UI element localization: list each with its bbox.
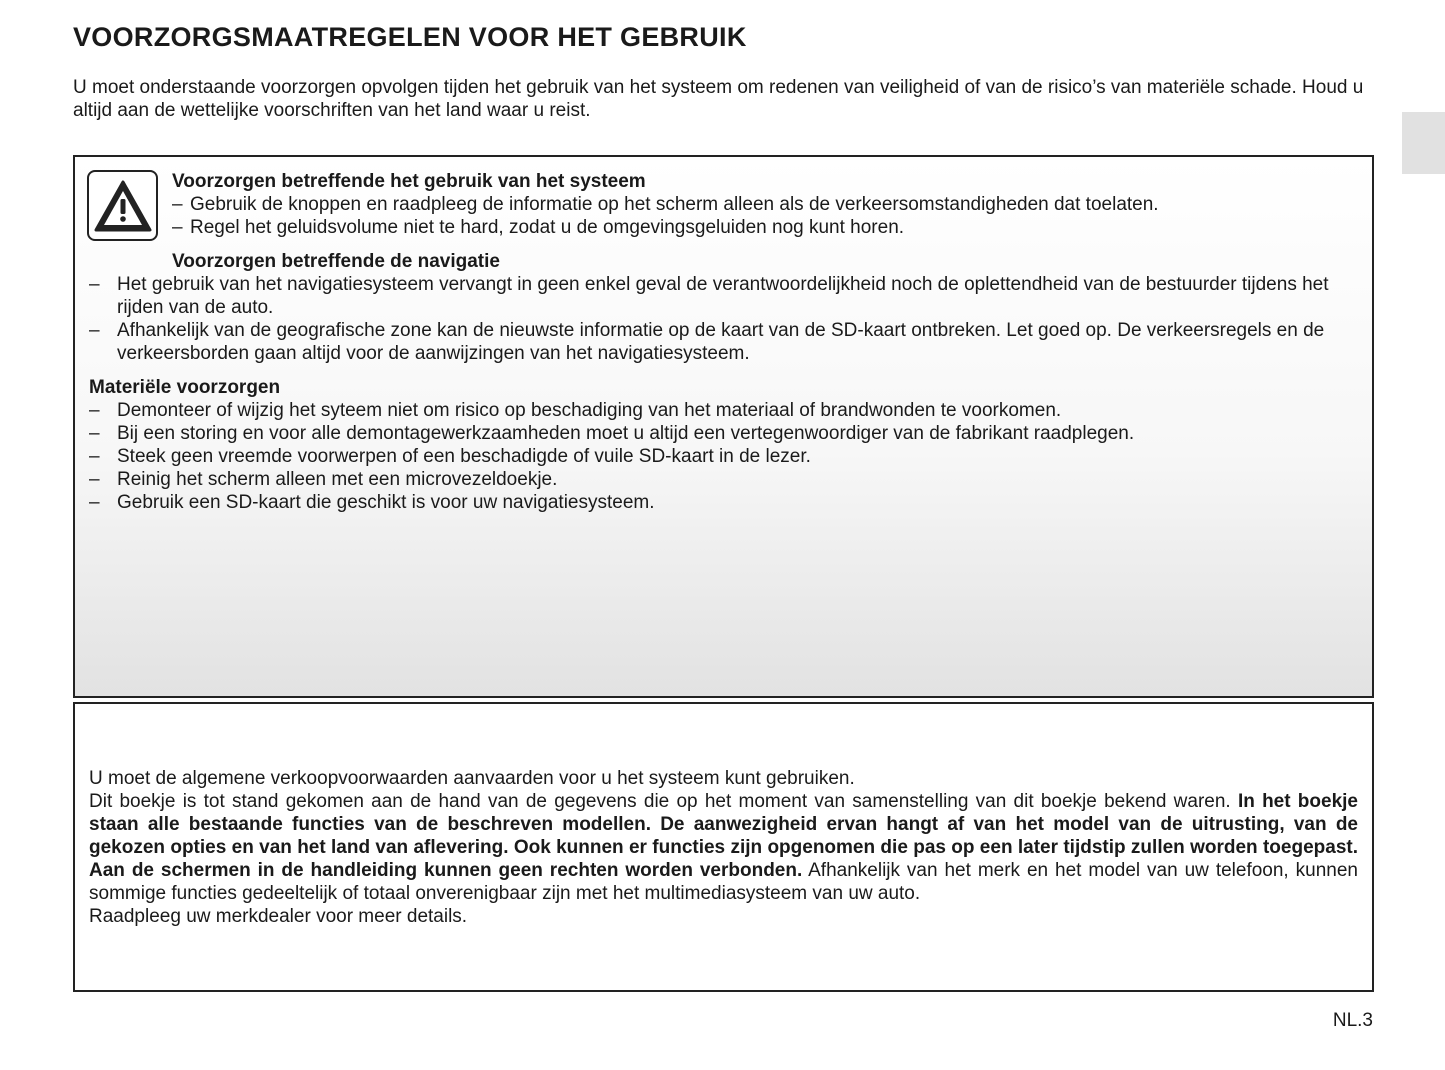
system-precautions (172, 170, 1358, 239)
side-tab-marker (1402, 112, 1445, 174)
list-item: – Het gebruik van het navigatiesysteem vervangt in geen enkel geval de verantwoordelijkheid noch de oplettendheid van de bestuurder tijdens het rijden van de auto. (89, 273, 1358, 319)
info-para-bold: In het boekje staan alle bestaande functies van de beschreven modellen. De aanwezigheid ervan hangt af van het model van de uitrusting, van de gekozen opties en van het land van aflevering. Ook kunnen er functies zijn opgenomen die pas op een later tijdstip zullen worden toegepast. Aan de schermen in de handleiding kunnen geen rechten worden verbonden. (89, 791, 1358, 881)
list-item: – Bij een storing en voor alle demontagewerkzaamheden moet u altijd een vertegenwoordiger van de fabrikant raadplegen. (89, 422, 1358, 445)
info-para-end: Afhankelijk van het merk en het model van uw telefoon, kunnen sommige functies gedeeltelijk of totaal onverenigbaar zijn met het multimediasysteem van uw auto. (89, 860, 1358, 904)
list-item: – Reinig het scherm alleen met een microvezeldoekje. (89, 468, 1358, 491)
list-item: – Steek geen vreemde voorwerpen of een beschadigde of vuile SD-kaart in de lezer. (89, 445, 1358, 468)
info-box (73, 702, 1374, 992)
precautions-box (73, 155, 1374, 698)
list-item: – Gebruik de knoppen en raadpleeg de informatie op het scherm alleen als de verkeersomstandigheden dat toelaten. (172, 193, 1358, 216)
info-text (89, 767, 1358, 928)
info-line-conditions: U moet de algemene verkoopvoorwaarden aanvaarden voor u het systeem kunt gebruiken. (89, 768, 855, 789)
list-item: – Gebruik een SD-kaart die geschikt is voor uw navigatiesysteem. (89, 491, 1358, 514)
list-item: – Afhankelijk van de geografische zone kan de nieuwste informatie op de kaart van de SD-kaart ontbreken. Let goed op. De verkeersregels en de verkeersborden gaan altijd voor de aanwijzingen van het navigatiesysteem. (89, 319, 1358, 365)
navigation-precautions (89, 250, 1358, 365)
navigation-precautions-title: Voorzorgen betreffende de navigatie (172, 251, 500, 272)
intro-text: U moet onderstaande voorzorgen opvolgen tijden het gebruik van het systeem om redenen van veiligheid of van de risico’s van materiële schade. Houd u altijd aan de wettelijke voorschriften van het land waar u reist. (73, 77, 1364, 121)
material-precautions-title: Materiële voorzorgen (89, 377, 281, 398)
info-para-start: Dit boekje is tot stand gekomen aan de hand van de gegevens die op het moment van samenstelling van dit boekje bekend waren. (89, 791, 1238, 812)
info-paragraph (89, 790, 1358, 905)
info-line-dealer: Raadpleeg uw merkdealer voor meer details. (89, 906, 468, 927)
list-item: – Demonteer of wijzig het syteem niet om risico op beschadiging van het materiaal of brandwonden te voorkomen. (89, 399, 1358, 422)
system-precautions-title: Voorzorgen betreffende het gebruik van het systeem (172, 171, 646, 192)
page-number: NL.3 (1332, 1010, 1373, 1031)
page-title: VOORZORGSMAATREGELEN VOOR HET GEBRUIK (73, 22, 747, 52)
material-precautions (89, 376, 1358, 514)
list-item: – Regel het geluidsvolume niet te hard, zodat u de omgevingsgeluiden nog kunt horen. (172, 216, 1358, 239)
warning-triangle-icon (87, 170, 158, 241)
